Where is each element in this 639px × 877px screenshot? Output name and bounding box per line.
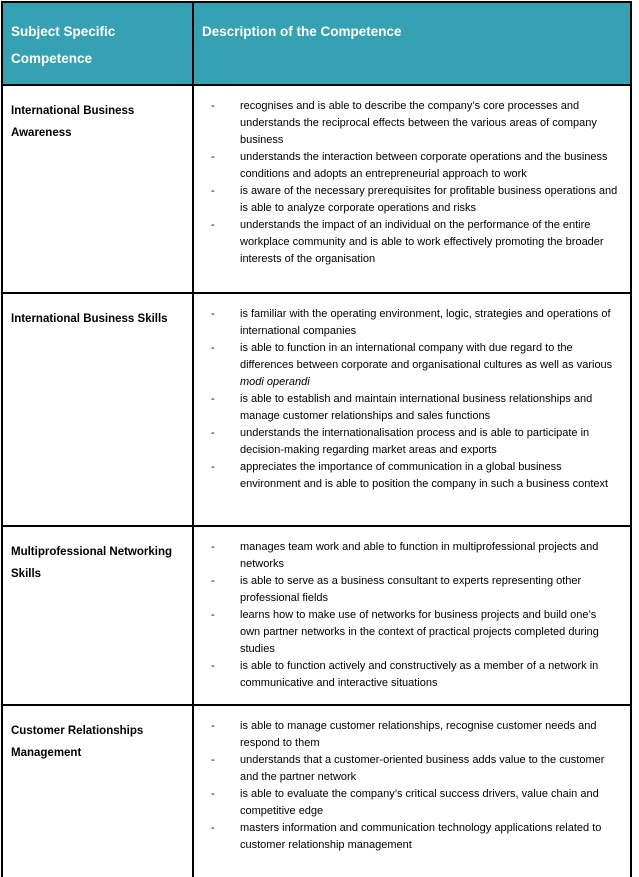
competence-description-cell [194,706,630,877]
bullet-dash: - [211,541,215,553]
bullet-text: is able to manage customer relationships, recognise customer needs and respond to them [240,720,597,749]
bullet-item [211,820,618,854]
bullet-list [194,306,618,493]
bullet-item [211,217,618,268]
bullet-dash: - [211,720,215,732]
header-cell-subject-competence: Subject Specific Competence [3,3,194,84]
header-cell-description: Description of the Competence [202,24,402,39]
bullet-item [211,183,618,217]
table-row [3,525,630,704]
competence-title: International Business Skills [3,294,194,525]
bullet-list [194,539,618,692]
bullet-item [211,539,618,573]
bullet-dash: - [211,461,215,473]
bullet-text: is able to evaluate the company’s critical success drivers, value chain and competitive edge [240,788,599,817]
bullet-text: is familiar with the operating environment, logic, strategies and operations of international companies [240,308,611,337]
table-row [3,84,630,292]
bullet-text: understands the impact of an individual on the performance of the entire workplace community and is able to work effectively promoting the broader interests of the organisation [240,219,604,265]
bullet-text: understands that a customer-oriented business adds value to the customer and the partner network [240,754,605,783]
competence-title: Customer Relationships Management [3,706,194,877]
table-header-row [3,3,630,84]
bullet-text: is aware of the necessary prerequisites for profitable business operations and is able to analyze corporate operations and risks [240,185,618,214]
bullet-text: learns how to make use of networks for business projects and build one’s own partner networks in the context of practical projects completed during studies [240,609,599,655]
bullet-text: is able to function actively and constructively as a member of a network in communicative and interactive situations [240,660,599,689]
bullet-dash: - [211,660,215,672]
competence-description-cell [194,527,630,704]
bullet-text: masters information and communication technology applications related to customer relationship management [240,822,602,851]
bullet-dash: - [211,788,215,800]
bullet-text: understands the interaction between corporate operations and the business conditions and adopts an entrepreneurial approach to work [240,151,608,180]
bullet-item [211,459,618,493]
bullet-text: is able to serve as a business consultant to experts representing other professional fields [240,575,582,604]
bullet-text: is able to function in an international company with due regard to the differences between corporate and organisational cultures as well as various modi operandi [240,342,613,388]
bullet-item [211,149,618,183]
competence-title: Multiprofessional Networking Skills [3,527,194,704]
bullet-dash: - [211,822,215,834]
bullet-dash: - [211,754,215,766]
bullet-text: appreciates the importance of communication in a global business environment and is able to position the company in such a business context [240,461,609,490]
bullet-dash: - [211,427,215,439]
bullet-dash: - [211,100,215,112]
bullet-dash: - [211,219,215,231]
bullet-dash: - [211,308,215,320]
bullet-item [211,306,618,340]
bullet-item [211,573,618,607]
competence-description-cell [194,86,630,292]
bullet-text: manages team work and able to function in multiprofessional projects and networks [240,541,599,570]
bullet-text: is able to establish and maintain international business relationships and manage customer relationships and sales functions [240,393,593,422]
table-row [3,704,630,877]
competence-table [1,1,632,877]
bullet-dash: - [211,185,215,197]
bullet-item [211,786,618,820]
bullet-dash: - [211,151,215,163]
bullet-text: recognises and is able to describe the company’s core processes and understands the reciprocal effects between the various areas of company business [240,100,597,146]
table-row [3,292,630,525]
bullet-text: understands the internationalisation process and is able to participate in decision-making regarding market areas and exports [240,427,590,456]
bullet-list [194,718,618,854]
bullet-list [194,98,618,268]
bullet-dash: - [211,575,215,587]
bullet-item [211,391,618,425]
bullet-dash: - [211,342,215,354]
bullet-item [211,98,618,149]
bullet-item [211,658,618,692]
competence-title: International Business Awareness [3,86,194,292]
bullet-item [211,718,618,752]
bullet-item [211,425,618,459]
bullet-dash: - [211,393,215,405]
competence-description-cell [194,294,630,525]
bullet-item [211,607,618,658]
bullet-item [211,340,618,391]
bullet-dash: - [211,609,215,621]
bullet-item [211,752,618,786]
